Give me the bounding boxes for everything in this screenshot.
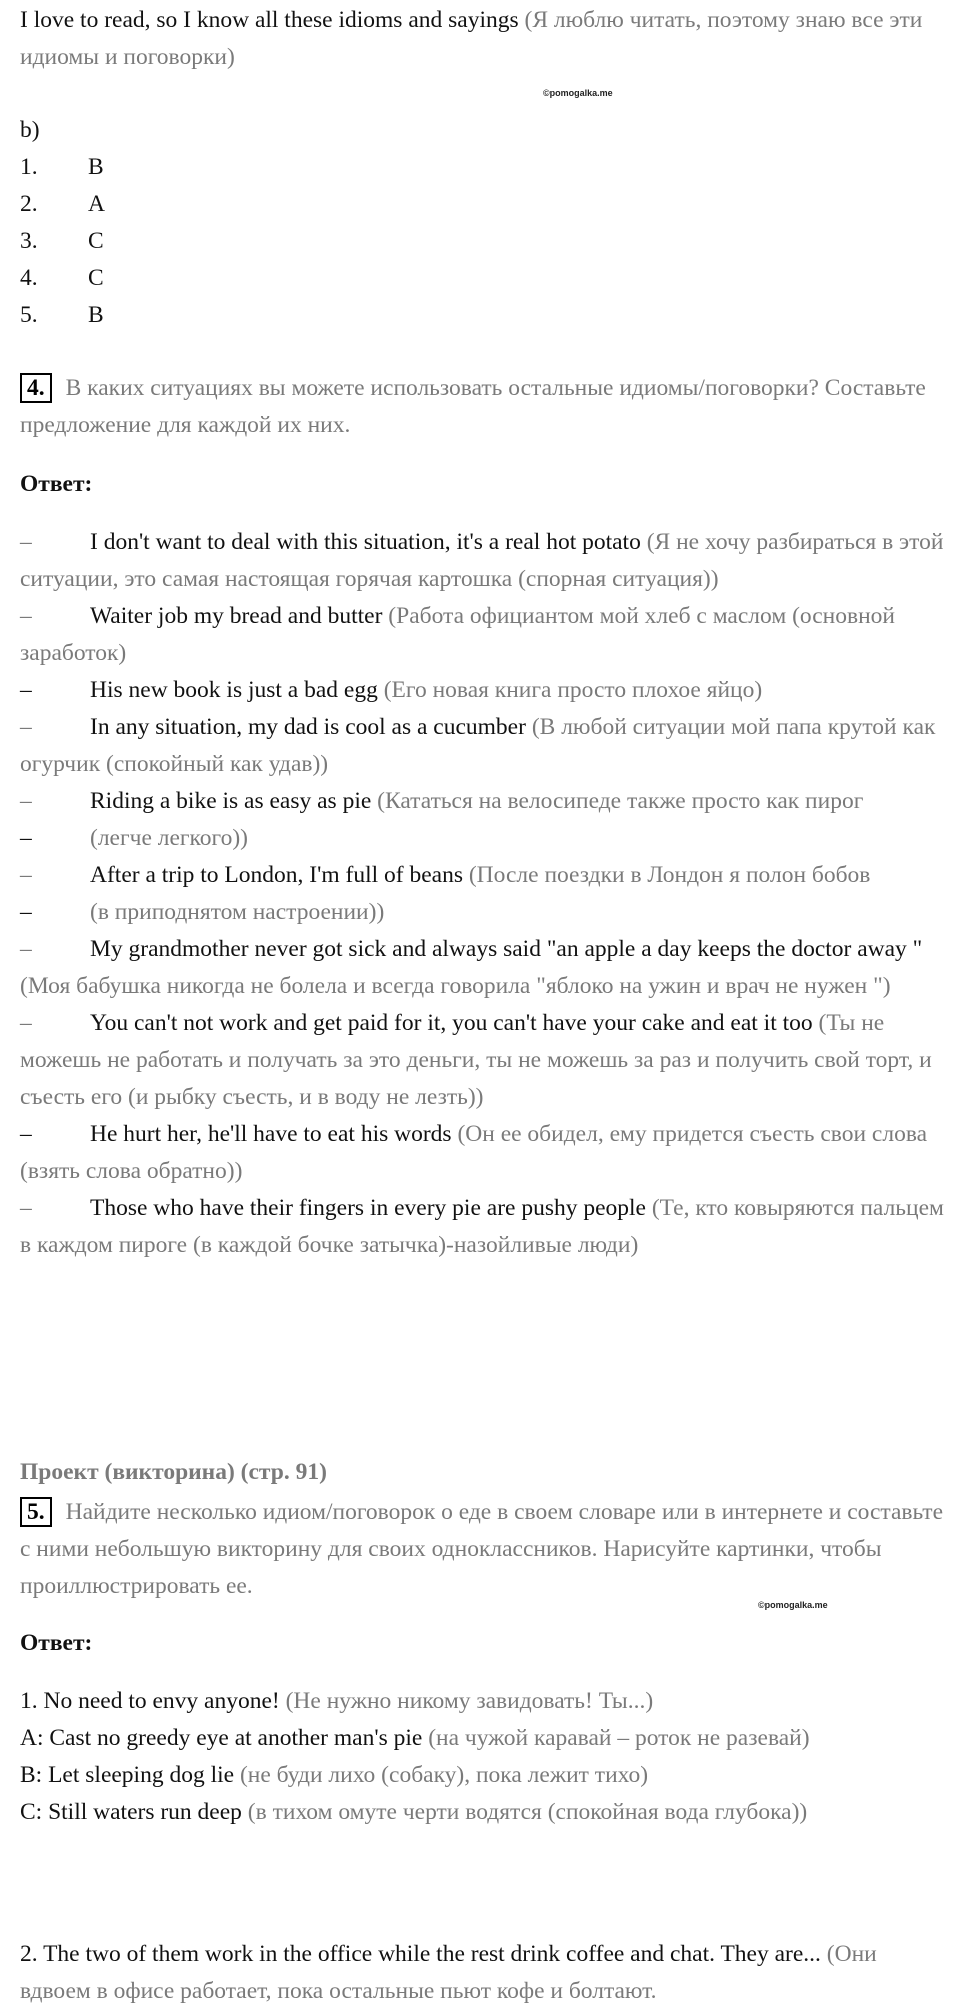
- quiz-ru: (не буди лихо (собаку), пока лежит тихо): [239, 1762, 649, 1788]
- item-ru: (Он ее обидел, ему придется съесть свои слова (взять слова обратно)): [20, 1121, 928, 1184]
- item-ru: (После поездки в Лондон я полон бобов: [468, 862, 871, 888]
- item-en: You can't not work and get paid for it, you can't have your cake and eat it too: [90, 1010, 813, 1036]
- list-item: [20, 1005, 945, 1116]
- quiz-en: A: Cast no greedy eye at another man's pie: [20, 1725, 423, 1751]
- quiz-2: [20, 1936, 945, 2010]
- dash: –: [20, 936, 32, 962]
- answer-num: 4.: [20, 265, 38, 291]
- quiz-ru: (Они вдвоем в офисе работает, пока остальные пьют кофе и болтают.: [20, 1941, 877, 2004]
- item-ru: (Его новая книга просто плохое яйцо): [383, 677, 763, 703]
- list-item: [20, 524, 945, 598]
- dash: –: [20, 899, 32, 925]
- task4-number-box: 4.: [20, 373, 52, 403]
- intro-ru: (Я люблю читать, поэтому знаю все эти идиомы и поговорки): [20, 7, 923, 70]
- quiz-ru: (Не нужно никому завидовать! Ты...): [285, 1688, 654, 1714]
- item-en: He hurt her, he'll have to eat his words: [90, 1121, 452, 1147]
- watermark: ©pomogalka.me: [758, 1600, 828, 1610]
- dash: –: [20, 603, 32, 629]
- answers4-list: [20, 524, 945, 1264]
- answer-letter: B: [88, 302, 104, 328]
- section-b-label: b): [20, 117, 40, 143]
- item-ru: (Работа официантом мой хлеб с маслом (основной заработок): [20, 603, 895, 666]
- item-ru: (Ты не можешь не работать и получать за это деньги, ты не можешь за раз и получить свой торт, и съесть его (и рыбку съесть, и в воду не лезть)): [20, 1010, 932, 1110]
- item-ru: (Моя бабушка никогда не болела и всегда говорила "яблоко на ужин и врач не нужен "): [20, 973, 891, 999]
- section-b: [20, 112, 105, 334]
- list-item: [20, 598, 945, 672]
- quiz-en: B: Let sleeping dog lie: [20, 1762, 235, 1788]
- item-ru: (Кататься на велосипеде также просто как пирог: [377, 788, 864, 814]
- answer-letter: C: [88, 265, 104, 291]
- answer-heading-2: Ответ:: [20, 1630, 93, 1656]
- quiz-line: [20, 1720, 945, 1757]
- dash: –: [20, 529, 32, 555]
- answer-row: [20, 223, 105, 260]
- item-en: After a trip to London, I'm full of beans: [90, 862, 463, 888]
- answer-letter: A: [88, 191, 105, 217]
- dash: –: [20, 714, 32, 740]
- item-en: I don't want to deal with this situation, it's a real hot potato: [90, 529, 641, 555]
- task4-text: В каких ситуациях вы можете использовать остальные идиомы/поговорки? Составьте предложение для каждой их них.: [20, 375, 926, 438]
- quiz-en: C: Still waters run deep: [20, 1799, 242, 1825]
- list-item: [20, 894, 945, 931]
- quiz-en: 1. No need to envy anyone!: [20, 1688, 280, 1714]
- item-en: My grandmother never got sick and always said "an apple a day keeps the doctor away ": [90, 936, 923, 962]
- answer-row: [20, 186, 105, 223]
- intro-en: I love to read, so I know all these idioms and sayings: [20, 7, 519, 33]
- list-item: [20, 1190, 945, 1264]
- quiz-line: [20, 1794, 945, 1831]
- item-ru: (легче легкого)): [90, 825, 248, 851]
- item-ru: (в приподнятом настроении)): [90, 899, 385, 925]
- item-en: Waiter job my bread and butter: [90, 603, 383, 629]
- quiz-en: 2. The two of them work in the office while the rest drink coffee and chat. They are...: [20, 1941, 821, 1967]
- task5-text: Найдите несколько идиом/поговорок о еде в своем словаре или в интернете и составьте с ними небольшую викторину для своих одноклассников. Нарисуйте картинки, чтобы проиллюстрировать ее.: [20, 1499, 944, 1599]
- quiz-line: [20, 1757, 945, 1794]
- list-item: [20, 672, 945, 709]
- item-en: Riding a bike is as easy as pie: [90, 788, 372, 814]
- project-title: Проект (викторина) (стр. 91): [20, 1459, 327, 1485]
- quiz-1: [20, 1683, 945, 1831]
- list-item: [20, 931, 945, 1005]
- dash: –: [20, 1121, 32, 1147]
- dash: –: [20, 1010, 32, 1036]
- item-ru: (В любой ситуации мой папа крутой как огурчик (спокойный как удав)): [20, 714, 936, 777]
- dash: –: [20, 1195, 32, 1221]
- task5-number-box: 5.: [20, 1497, 52, 1527]
- answer-row: [20, 149, 105, 186]
- answer-letter: B: [88, 154, 104, 180]
- quiz-ru: (в тихом омуте черти водятся (спокойная вода глубока)): [247, 1799, 808, 1825]
- answer-num: 1.: [20, 154, 38, 180]
- item-en: Those who have their fingers in every pie are pushy people: [90, 1195, 646, 1221]
- quiz-ru: (на чужой каравай – роток не разевай): [428, 1725, 810, 1751]
- list-item: [20, 1116, 945, 1190]
- answer-row: [20, 297, 105, 334]
- answer-num: 5.: [20, 302, 38, 328]
- intro-paragraph: [20, 2, 945, 76]
- item-en: In any situation, my dad is cool as a cucumber: [90, 714, 526, 740]
- item-ru: (Я не хочу разбираться в этой ситуации, это самая настоящая горячая картошка (спорная ситуация)): [20, 529, 944, 592]
- list-item: [20, 820, 945, 857]
- list-item: [20, 709, 945, 783]
- quiz-line: [20, 1683, 945, 1720]
- answer-num: 2.: [20, 191, 38, 217]
- answer-row: [20, 260, 105, 297]
- answer-heading: Ответ:: [20, 471, 93, 497]
- item-ru: (Те, кто ковыряются пальцем в каждом пироге (в каждой бочке затычка)-назойливые люди): [20, 1195, 944, 1258]
- list-item: [20, 857, 945, 894]
- dash: –: [20, 862, 32, 888]
- item-en: His new book is just a bad egg: [90, 677, 378, 703]
- dash: –: [20, 677, 32, 703]
- task5-paragraph: [20, 1494, 945, 1605]
- answer-num: 3.: [20, 228, 38, 254]
- dash: –: [20, 788, 32, 814]
- watermark: ©pomogalka.me: [543, 88, 613, 98]
- task4-paragraph: [20, 370, 945, 444]
- dash: –: [20, 825, 32, 851]
- list-item: [20, 783, 945, 820]
- answer-letter: C: [88, 228, 104, 254]
